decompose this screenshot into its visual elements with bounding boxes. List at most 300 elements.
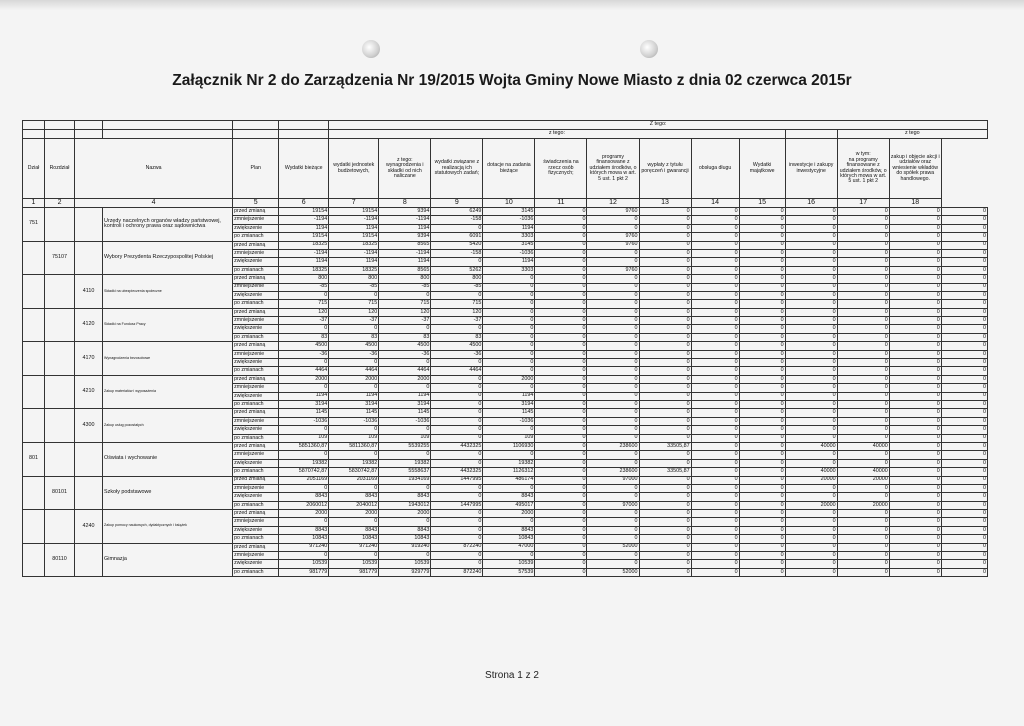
nazwa-cell: Wybory Prezydenta Rzeczypospolitej Polskiej bbox=[103, 241, 233, 275]
value-cell: 1126312 bbox=[483, 468, 535, 476]
value-cell: 486174 bbox=[483, 476, 535, 484]
value-cell: 0 bbox=[739, 442, 785, 450]
value-cell: 0 bbox=[837, 510, 889, 518]
value-cell: 3303 bbox=[483, 266, 535, 274]
value-cell: 83 bbox=[279, 333, 329, 341]
value-cell: 715 bbox=[431, 300, 483, 308]
header-row-2 bbox=[23, 130, 988, 139]
value-cell: 0 bbox=[329, 518, 379, 526]
value-cell: 0 bbox=[639, 518, 691, 526]
value-cell: 0 bbox=[279, 291, 329, 299]
value-cell: 0 bbox=[837, 308, 889, 316]
value-cell: 0 bbox=[739, 359, 785, 367]
value-cell: 0 bbox=[889, 283, 941, 291]
row-label: zwiększenie bbox=[233, 224, 279, 232]
value-cell: 1145 bbox=[483, 409, 535, 417]
value-cell: 0 bbox=[483, 275, 535, 283]
value-cell: -36 bbox=[379, 350, 431, 358]
value-cell: 0 bbox=[535, 535, 587, 543]
value-cell: 0 bbox=[587, 342, 639, 350]
value-cell: 0 bbox=[889, 417, 941, 425]
value-cell: 0 bbox=[837, 400, 889, 408]
value-cell: 0 bbox=[587, 484, 639, 492]
value-cell: 0 bbox=[639, 459, 691, 467]
value-cell: 0 bbox=[535, 249, 587, 257]
value-cell: 0 bbox=[535, 350, 587, 358]
value-cell: 0 bbox=[279, 518, 329, 526]
table-row bbox=[23, 442, 988, 450]
value-cell: 0 bbox=[785, 283, 837, 291]
value-cell: 0 bbox=[889, 241, 941, 249]
nazwa-cell: Gimnazja bbox=[103, 543, 233, 577]
nazwa-cell: Szkoły podstawowe bbox=[103, 476, 233, 510]
value-cell: 3145 bbox=[483, 241, 535, 249]
value-cell: 0 bbox=[639, 359, 691, 367]
value-cell: -37 bbox=[279, 317, 329, 325]
value-cell: 0 bbox=[431, 325, 483, 333]
value-cell: 0 bbox=[587, 560, 639, 568]
value-cell: 0 bbox=[941, 459, 987, 467]
value-cell: 0 bbox=[535, 342, 587, 350]
paragraf-cell bbox=[75, 476, 103, 510]
value-cell: 2000 bbox=[379, 510, 431, 518]
value-cell: 2000 bbox=[483, 375, 535, 383]
value-cell: 0 bbox=[431, 417, 483, 425]
value-cell: 0 bbox=[535, 241, 587, 249]
row-label: zmniejszenie bbox=[233, 350, 279, 358]
value-cell: 0 bbox=[941, 442, 987, 450]
value-cell: 8843 bbox=[279, 526, 329, 534]
value-cell: 0 bbox=[483, 552, 535, 560]
value-cell: 0 bbox=[739, 224, 785, 232]
value-cell: 0 bbox=[379, 426, 431, 434]
value-cell: 238600 bbox=[587, 442, 639, 450]
value-cell: 0 bbox=[639, 543, 691, 551]
value-cell: 0 bbox=[785, 342, 837, 350]
value-cell: 715 bbox=[279, 300, 329, 308]
value-cell: -158 bbox=[431, 249, 483, 257]
value-cell: 0 bbox=[379, 291, 431, 299]
value-cell: 0 bbox=[941, 375, 987, 383]
row-label: przed zmianą bbox=[233, 409, 279, 417]
value-cell: 0 bbox=[691, 392, 739, 400]
paragraf-cell: 4120 bbox=[75, 308, 103, 342]
value-cell: 872240 bbox=[431, 568, 483, 576]
header-na-programy bbox=[837, 139, 889, 199]
value-cell: 0 bbox=[889, 484, 941, 492]
value-cell: 0 bbox=[889, 501, 941, 509]
value-cell: 18325 bbox=[329, 241, 379, 249]
value-cell: 0 bbox=[535, 552, 587, 560]
value-cell: 0 bbox=[639, 224, 691, 232]
row-label: po zmianach bbox=[233, 300, 279, 308]
value-cell: 0 bbox=[535, 325, 587, 333]
value-cell: 9394 bbox=[379, 208, 431, 216]
value-cell: 0 bbox=[739, 510, 785, 518]
header-inwestycje: inwestycje i zakupy inwestycyjne bbox=[785, 139, 837, 199]
header-w-tym: w tym: bbox=[855, 151, 871, 158]
value-cell: 0 bbox=[785, 409, 837, 417]
value-cell: 10539 bbox=[279, 560, 329, 568]
column-number: 4 bbox=[75, 199, 233, 208]
value-cell: 1934169 bbox=[379, 476, 431, 484]
value-cell: 0 bbox=[483, 308, 535, 316]
value-cell: 0 bbox=[483, 451, 535, 459]
value-cell: 0 bbox=[739, 552, 785, 560]
header-nazwa: Nazwa bbox=[75, 139, 233, 199]
value-cell: 0 bbox=[785, 216, 837, 224]
value-cell: 10843 bbox=[279, 535, 329, 543]
value-cell: 10843 bbox=[329, 535, 379, 543]
value-cell: 0 bbox=[483, 317, 535, 325]
value-cell: 97000 bbox=[587, 476, 639, 484]
value-cell: 0 bbox=[889, 350, 941, 358]
value-cell: 0 bbox=[483, 300, 535, 308]
value-cell: 0 bbox=[535, 510, 587, 518]
nazwa-cell: Składki na Fundusz Pracy bbox=[103, 308, 233, 342]
row-label: przed zmianą bbox=[233, 308, 279, 316]
value-cell: 0 bbox=[279, 384, 329, 392]
value-cell: 0 bbox=[941, 493, 987, 501]
value-cell: 0 bbox=[889, 275, 941, 283]
column-number: 8 bbox=[379, 199, 431, 208]
row-label: po zmianach bbox=[233, 535, 279, 543]
value-cell: 0 bbox=[941, 417, 987, 425]
value-cell: 0 bbox=[941, 266, 987, 274]
value-cell: 3194 bbox=[379, 400, 431, 408]
value-cell: 0 bbox=[587, 535, 639, 543]
row-label: po zmianach bbox=[233, 568, 279, 576]
value-cell: 0 bbox=[739, 476, 785, 484]
page-footer: Strona 1 z 2 bbox=[485, 670, 539, 681]
value-cell: 4464 bbox=[431, 367, 483, 375]
value-cell: 0 bbox=[483, 484, 535, 492]
row-label: zmniejszenie bbox=[233, 484, 279, 492]
value-cell: -1194 bbox=[279, 249, 329, 257]
value-cell: 0 bbox=[691, 510, 739, 518]
value-cell: 0 bbox=[535, 484, 587, 492]
value-cell: 0 bbox=[587, 317, 639, 325]
value-cell: 0 bbox=[379, 384, 431, 392]
value-cell: 0 bbox=[785, 459, 837, 467]
column-number: 12 bbox=[587, 199, 639, 208]
nazwa-cell: Oświata i wychowanie bbox=[103, 442, 233, 476]
value-cell: 0 bbox=[691, 484, 739, 492]
value-cell: 0 bbox=[837, 434, 889, 442]
value-cell: 1194 bbox=[329, 258, 379, 266]
value-cell: 0 bbox=[739, 384, 785, 392]
value-cell: 0 bbox=[739, 350, 785, 358]
table-row bbox=[23, 510, 988, 518]
value-cell: 0 bbox=[535, 291, 587, 299]
value-cell: 0 bbox=[941, 518, 987, 526]
value-cell: 5811360,87 bbox=[329, 442, 379, 450]
value-cell: 0 bbox=[837, 451, 889, 459]
value-cell: 0 bbox=[889, 426, 941, 434]
value-cell: 0 bbox=[739, 367, 785, 375]
value-cell: 0 bbox=[483, 350, 535, 358]
value-cell: 0 bbox=[837, 208, 889, 216]
value-cell: 0 bbox=[785, 392, 837, 400]
value-cell: 0 bbox=[785, 224, 837, 232]
row-label: przed zmianą bbox=[233, 241, 279, 249]
value-cell: 10539 bbox=[329, 560, 379, 568]
value-cell: 0 bbox=[785, 535, 837, 543]
value-cell: 0 bbox=[785, 543, 837, 551]
value-cell: 0 bbox=[837, 291, 889, 299]
paragraf-cell: 4110 bbox=[75, 275, 103, 309]
value-cell: 0 bbox=[785, 317, 837, 325]
value-cell: 0 bbox=[837, 543, 889, 551]
value-cell: 0 bbox=[535, 409, 587, 417]
column-number-row bbox=[23, 199, 988, 208]
row-label: przed zmianą bbox=[233, 375, 279, 383]
value-cell: 0 bbox=[941, 317, 987, 325]
value-cell: 0 bbox=[691, 333, 739, 341]
value-cell: 0 bbox=[889, 409, 941, 417]
value-cell: 971240 bbox=[329, 543, 379, 551]
value-cell: 40000 bbox=[785, 468, 837, 476]
value-cell: 0 bbox=[587, 426, 639, 434]
value-cell: 0 bbox=[739, 233, 785, 241]
budget-table bbox=[22, 120, 988, 577]
value-cell: 715 bbox=[329, 300, 379, 308]
value-cell: 1447995 bbox=[431, 476, 483, 484]
paragraf-cell bbox=[75, 208, 103, 242]
value-cell: 2000 bbox=[279, 510, 329, 518]
value-cell: 5262 bbox=[431, 266, 483, 274]
value-cell: 0 bbox=[941, 484, 987, 492]
value-cell: 0 bbox=[535, 493, 587, 501]
value-cell: 872240 bbox=[431, 543, 483, 551]
page-title: Załącznik Nr 2 do Zarządzenia Nr 19/2015 Wojta Gminy Nowe Miasto z dnia 02 czerwca 2015r bbox=[172, 72, 852, 89]
value-cell: 800 bbox=[431, 275, 483, 283]
value-cell: -37 bbox=[379, 317, 431, 325]
value-cell: 0 bbox=[785, 266, 837, 274]
value-cell: 0 bbox=[535, 442, 587, 450]
value-cell: -85 bbox=[379, 283, 431, 291]
value-cell: 0 bbox=[483, 367, 535, 375]
nazwa-cell: Składki na ubezpieczenia społeczne bbox=[103, 275, 233, 309]
value-cell: 0 bbox=[587, 275, 639, 283]
value-cell: 2000 bbox=[379, 375, 431, 383]
nazwa-cell: Zakup usług pozostałych bbox=[103, 409, 233, 443]
value-cell: 0 bbox=[639, 552, 691, 560]
value-cell: 0 bbox=[535, 258, 587, 266]
dzial-cell bbox=[23, 308, 45, 342]
value-cell: 0 bbox=[535, 400, 587, 408]
value-cell: 0 bbox=[785, 493, 837, 501]
value-cell: 0 bbox=[535, 468, 587, 476]
column-number: 7 bbox=[329, 199, 379, 208]
value-cell: 0 bbox=[941, 241, 987, 249]
value-cell: 0 bbox=[739, 400, 785, 408]
header-dotacje: dotacje na zadania bieżące bbox=[483, 139, 535, 199]
value-cell: 0 bbox=[587, 400, 639, 408]
value-cell: 0 bbox=[837, 325, 889, 333]
table-row bbox=[23, 308, 988, 316]
value-cell: 0 bbox=[837, 275, 889, 283]
value-cell: 0 bbox=[837, 300, 889, 308]
value-cell: 0 bbox=[379, 451, 431, 459]
value-cell: 0 bbox=[691, 535, 739, 543]
value-cell: 5558637 bbox=[379, 468, 431, 476]
value-cell: 0 bbox=[889, 342, 941, 350]
rozdzial-cell: 80110 bbox=[45, 543, 75, 577]
value-cell: 0 bbox=[837, 459, 889, 467]
value-cell: 0 bbox=[587, 434, 639, 442]
value-cell: 0 bbox=[535, 359, 587, 367]
value-cell: 0 bbox=[889, 317, 941, 325]
value-cell: 0 bbox=[483, 333, 535, 341]
value-cell: 4500 bbox=[431, 342, 483, 350]
value-cell: 1106930 bbox=[483, 442, 535, 450]
value-cell: 0 bbox=[535, 434, 587, 442]
value-cell: 0 bbox=[639, 526, 691, 534]
value-cell: 19154 bbox=[329, 233, 379, 241]
value-cell: 0 bbox=[739, 568, 785, 576]
value-cell: 0 bbox=[941, 224, 987, 232]
value-cell: 0 bbox=[279, 325, 329, 333]
paragraf-cell: 4210 bbox=[75, 375, 103, 409]
value-cell: 0 bbox=[739, 392, 785, 400]
value-cell: 5870742,87 bbox=[279, 468, 329, 476]
value-cell: 0 bbox=[691, 266, 739, 274]
value-cell: 0 bbox=[691, 476, 739, 484]
value-cell: 8843 bbox=[483, 493, 535, 501]
value-cell: 4500 bbox=[279, 342, 329, 350]
nazwa-cell: Urzędy naczelnych organów władzy państwowej, kontroli i ochrony prawa oraz sądownictwa bbox=[103, 208, 233, 242]
header-row-3 bbox=[23, 139, 988, 199]
value-cell: 0 bbox=[379, 484, 431, 492]
top-shadow-band bbox=[0, 0, 1024, 10]
value-cell: 981779 bbox=[329, 568, 379, 576]
row-label: zmniejszenie bbox=[233, 283, 279, 291]
value-cell: 2000 bbox=[329, 510, 379, 518]
value-cell: 57539 bbox=[483, 568, 535, 576]
table-row bbox=[23, 208, 988, 216]
column-number: 1 bbox=[23, 199, 45, 208]
value-cell: 800 bbox=[329, 275, 379, 283]
value-cell: 0 bbox=[941, 359, 987, 367]
value-cell: 0 bbox=[941, 468, 987, 476]
value-cell: 0 bbox=[691, 468, 739, 476]
value-cell: 0 bbox=[739, 535, 785, 543]
row-label: zwiększenie bbox=[233, 459, 279, 467]
value-cell: 0 bbox=[739, 275, 785, 283]
row-label: po zmianach bbox=[233, 400, 279, 408]
value-cell: 0 bbox=[639, 241, 691, 249]
value-cell: 0 bbox=[941, 283, 987, 291]
value-cell: 0 bbox=[837, 417, 889, 425]
value-cell: 0 bbox=[639, 291, 691, 299]
value-cell: 0 bbox=[785, 300, 837, 308]
value-cell: 0 bbox=[941, 451, 987, 459]
value-cell: 0 bbox=[639, 308, 691, 316]
value-cell: -158 bbox=[431, 216, 483, 224]
value-cell: 0 bbox=[889, 459, 941, 467]
value-cell: 0 bbox=[329, 359, 379, 367]
value-cell: 9760 bbox=[587, 208, 639, 216]
value-cell: 0 bbox=[889, 258, 941, 266]
value-cell: 83 bbox=[379, 333, 431, 341]
value-cell: 0 bbox=[941, 426, 987, 434]
value-cell: 0 bbox=[431, 510, 483, 518]
value-cell: 1194 bbox=[279, 224, 329, 232]
value-cell: 1194 bbox=[483, 392, 535, 400]
paragraf-cell bbox=[75, 442, 103, 476]
value-cell: 0 bbox=[329, 426, 379, 434]
value-cell: 0 bbox=[889, 266, 941, 274]
value-cell: 0 bbox=[535, 317, 587, 325]
value-cell: 0 bbox=[691, 308, 739, 316]
value-cell: 0 bbox=[691, 317, 739, 325]
value-cell: 0 bbox=[941, 325, 987, 333]
value-cell: 40000 bbox=[837, 468, 889, 476]
value-cell: 0 bbox=[431, 526, 483, 534]
value-cell: 0 bbox=[535, 266, 587, 274]
row-label: zmniejszenie bbox=[233, 249, 279, 257]
header-rozdzial: Rozdział bbox=[45, 139, 75, 199]
value-cell: 0 bbox=[739, 518, 785, 526]
value-cell: 0 bbox=[739, 266, 785, 274]
value-cell: 0 bbox=[889, 535, 941, 543]
value-cell: 3145 bbox=[483, 208, 535, 216]
value-cell: 0 bbox=[639, 300, 691, 308]
value-cell: 0 bbox=[639, 283, 691, 291]
value-cell: 0 bbox=[889, 325, 941, 333]
header-dzial: Dział bbox=[23, 139, 45, 199]
value-cell: 0 bbox=[587, 451, 639, 459]
value-cell: -36 bbox=[431, 350, 483, 358]
value-cell: 0 bbox=[691, 384, 739, 392]
value-cell: 0 bbox=[587, 552, 639, 560]
value-cell: 0 bbox=[837, 392, 889, 400]
value-cell: 0 bbox=[837, 518, 889, 526]
value-cell: 0 bbox=[691, 283, 739, 291]
value-cell: 0 bbox=[785, 325, 837, 333]
value-cell: 0 bbox=[535, 224, 587, 232]
column-number: 2 bbox=[45, 199, 75, 208]
value-cell: 19382 bbox=[379, 459, 431, 467]
value-cell: 0 bbox=[739, 333, 785, 341]
value-cell: 0 bbox=[739, 208, 785, 216]
value-cell: 0 bbox=[785, 434, 837, 442]
value-cell: -85 bbox=[431, 283, 483, 291]
value-cell: 0 bbox=[889, 560, 941, 568]
value-cell: 0 bbox=[329, 325, 379, 333]
value-cell: 0 bbox=[691, 258, 739, 266]
value-cell: 3194 bbox=[279, 400, 329, 408]
value-cell: 0 bbox=[739, 409, 785, 417]
value-cell: 0 bbox=[431, 409, 483, 417]
value-cell: 109 bbox=[483, 434, 535, 442]
value-cell: 9394 bbox=[379, 233, 431, 241]
rozdzial-cell: 80101 bbox=[45, 476, 75, 510]
value-cell: 0 bbox=[941, 552, 987, 560]
row-label: przed zmianą bbox=[233, 543, 279, 551]
value-cell: 4464 bbox=[279, 367, 329, 375]
value-cell: 0 bbox=[639, 325, 691, 333]
value-cell: 0 bbox=[837, 333, 889, 341]
column-number: 16 bbox=[785, 199, 837, 208]
header-z-tego-top: Z tego: bbox=[329, 121, 988, 130]
value-cell: 0 bbox=[431, 400, 483, 408]
value-cell: 0 bbox=[837, 409, 889, 417]
value-cell: 120 bbox=[379, 308, 431, 316]
value-cell: 8843 bbox=[329, 526, 379, 534]
row-label: po zmianach bbox=[233, 233, 279, 241]
